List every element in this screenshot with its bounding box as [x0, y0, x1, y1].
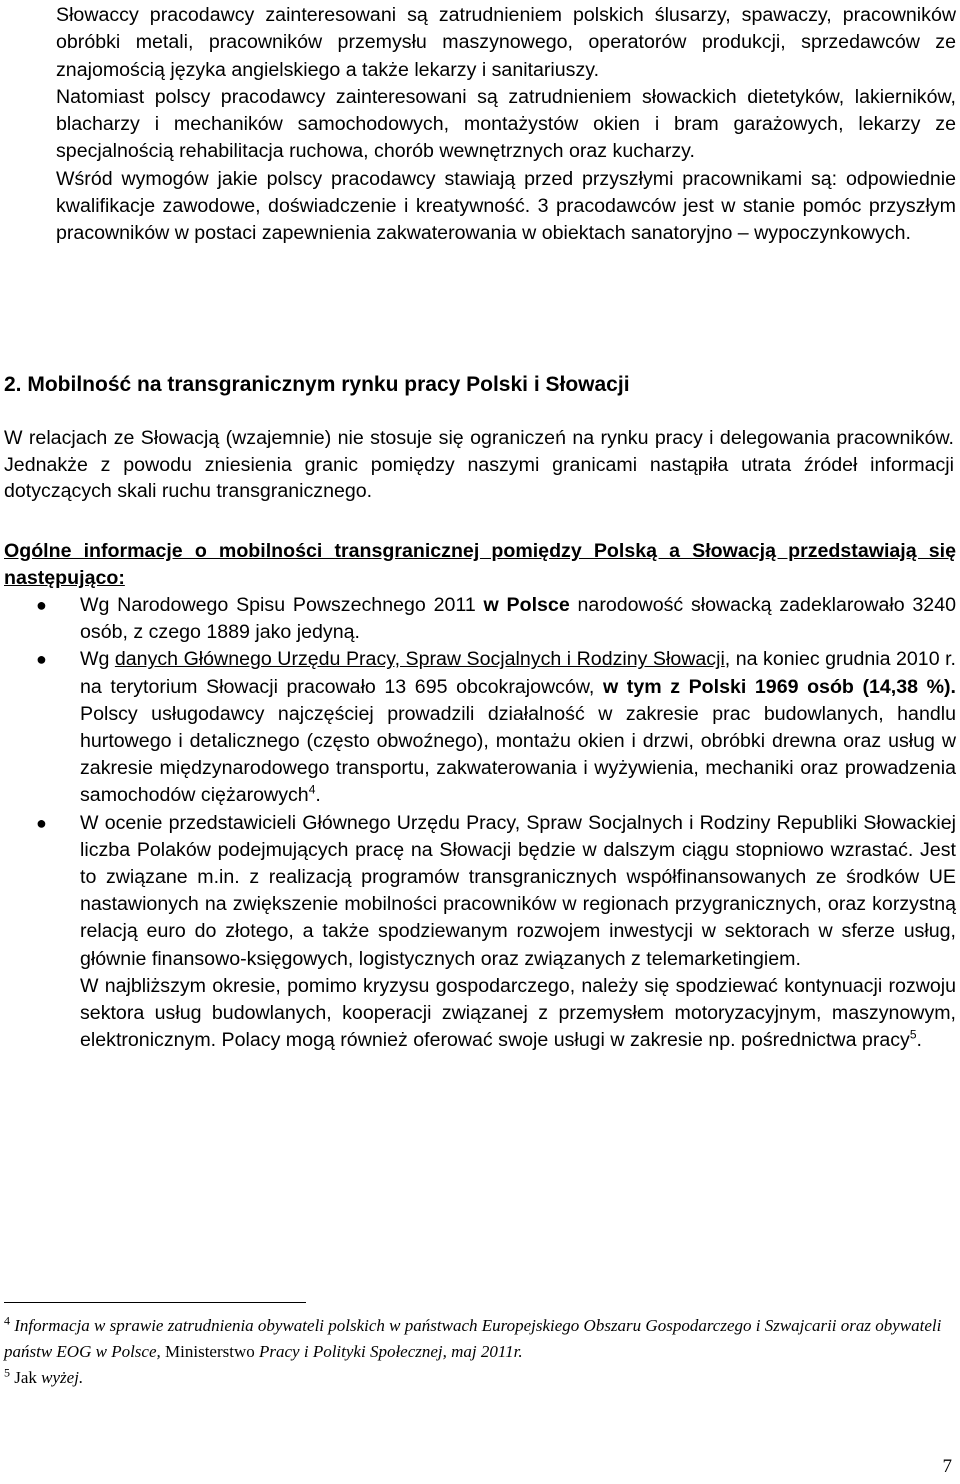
bullet-list	[4, 592, 956, 1054]
bullet-bold-text: w Polsce	[483, 594, 570, 616]
footnotes	[4, 1302, 954, 1391]
page-number: 7	[942, 1456, 952, 1477]
bullet-item-office-data	[4, 646, 956, 809]
footnote-ref-4[interactable]: 4	[308, 782, 316, 797]
bullet-text: W ocenie przedstawicieli Głównego Urzędu Pracy, Spraw Socjalnych i Rodziny Republiki Słowackiej liczba Polaków podejmujących pracę na Słowacji będzie w dalszym ciągu stopniowo wzrastać. Jest to związane m.in. z realizacją programów transgranicznych współfinansowanych ze środków UE nastawionych na zwiększenie mobilności pracowników w regionach przygranicznych, oraz korzystną relacją euro do złotego, a także spodziewanym rozwojem inwestycji w sektorach w sferze usług, głównie finansowo-księgowych, logistycznych oraz związanych z telemarketingiem.	[80, 811, 956, 970]
footnote-text: Ministerstwo	[160, 1342, 260, 1361]
bullet-text: .	[315, 784, 321, 807]
general-info-title: Ogólne informacje o mobilności transgranicznej pomiędzy Polską a Słowacją przedstawiają się następująco:	[4, 540, 956, 589]
footnote-5	[4, 1365, 954, 1391]
footnote-italic: Pracy i Polityki Społecznej, maj 2011r.	[259, 1342, 523, 1361]
section-2	[4, 371, 954, 505]
general-info	[4, 538, 956, 1054]
bullet-text-2	[80, 973, 956, 1055]
section-heading: 2. Mobilność na transgranicznym rynku pracy Polski i Słowacji	[4, 373, 630, 396]
section-paragraph: W relacjach ze Słowacją (wzajemnie) nie stosuje się ograniczeń na rynku pracy i delegowania pracowników. Jednakże z powodu zniesienia granic pomiędzy naszymi granicami nastąpiła utrata źródeł informacji dotyczących skali ruchu transgranicznego.	[4, 427, 954, 503]
intro-paragraph-3: Wśród wymogów jakie polscy pracodawcy stawiają przed przyszłymi pracownikami są: odpowiednie kwalifikacje zawodowe, doświadczenie i kreatywność. 3 pracodawców jest w stanie pomóc przyszłym pracowników w postaci zapewnienia zakwaterowania w obiektach sanatoryjno – wypoczynkowych.	[56, 167, 956, 245]
footnote-number: 5	[4, 1365, 10, 1380]
footnote-4	[4, 1313, 954, 1365]
footnote-divider	[4, 1302, 306, 1303]
bullet-icon: ●	[36, 649, 47, 670]
footnote-number: 4	[4, 1313, 10, 1328]
footnote-italic: Informacja w sprawie zatrudnienia obywateli polskich w państwach Europejskiego Obszaru Gospodarczego i Szwajcarii oraz obywateli państw EOG w Polsce,	[4, 1316, 942, 1361]
bullet-text: narodowość słowacką zadeklarowało 3240 osób, z czego 1889 jako jedyną.	[80, 594, 956, 644]
bullet-text: Wg	[80, 648, 115, 671]
intro-paragraph-1: Słowaccy pracodawcy zainteresowani są zatrudnieniem polskich ślusarzy, spawaczy, pracowników obróbki metali, pracowników przemysłu maszynowego, operatorów produkcji, sprzedawców ze znajomością języka angielskiego a także lekarzy i sanitariuszy.	[56, 4, 956, 81]
intro-text	[56, 2, 956, 248]
bullet-text: Wg Narodowego Spisu Powszechnego 2011	[80, 594, 484, 616]
bullet-text: .	[916, 1029, 922, 1052]
intro-paragraph-2: Natomiast polscy pracodawcy zainteresowani są zatrudnieniem słowackich dietetyków, lakierników, blacharzy i mechaników samochodowych, montażystów okien i bram garażowych, lekarzy ze specjalnością rehabilitacja ruchowa, chorób wewnętrznych oraz kucharzy.	[56, 85, 956, 163]
bullet-item-census	[4, 592, 956, 646]
bullet-text: Polscy usługodawcy najczęściej prowadzili działalność w zakresie prac budowlanych, handlu hurtowego i detalicznego (często obwoźnego), montażu okien i drzwi, obróbki drewna oraz usług w zakresie międzynarodowego transportu, zakwaterowania i wyżywienia, mechaniki oraz prowadzenia samochodów ciężarowych	[80, 702, 956, 807]
office-data-link[interactable]: danych Głównego Urzędu Pracy, Spraw Socjalnych i Rodziny Słowacji	[114, 648, 725, 671]
footnote-ref-5[interactable]: 5	[909, 1027, 917, 1042]
bullet-bold-text: w tym z Polski 1969 osób (14,38 %).	[602, 675, 956, 698]
bullet-text: W najbliższym okresie, pomimo kryzysu gospodarczego, należy się spodziewać kontynuacji rozwoju sektora usług budowlanych, kooperacji związanej z przemysłem motoryzacyjnym, maszynowym, elektronicznym. Polacy mogą również oferować swoje usługi w zakresie np. pośrednictwa pracy	[80, 974, 956, 1052]
bullet-icon: ●	[36, 595, 47, 615]
bullet-item-assessment	[4, 810, 956, 1055]
bullet-text: , na koniec grudnia 2010 r. na terytorium Słowacji pracowało 13 695 obcokrajowców,	[80, 648, 956, 698]
bullet-icon: ●	[36, 812, 47, 833]
footnote-text: Jak	[10, 1368, 42, 1387]
footnote-italic: wyżej.	[41, 1368, 84, 1387]
